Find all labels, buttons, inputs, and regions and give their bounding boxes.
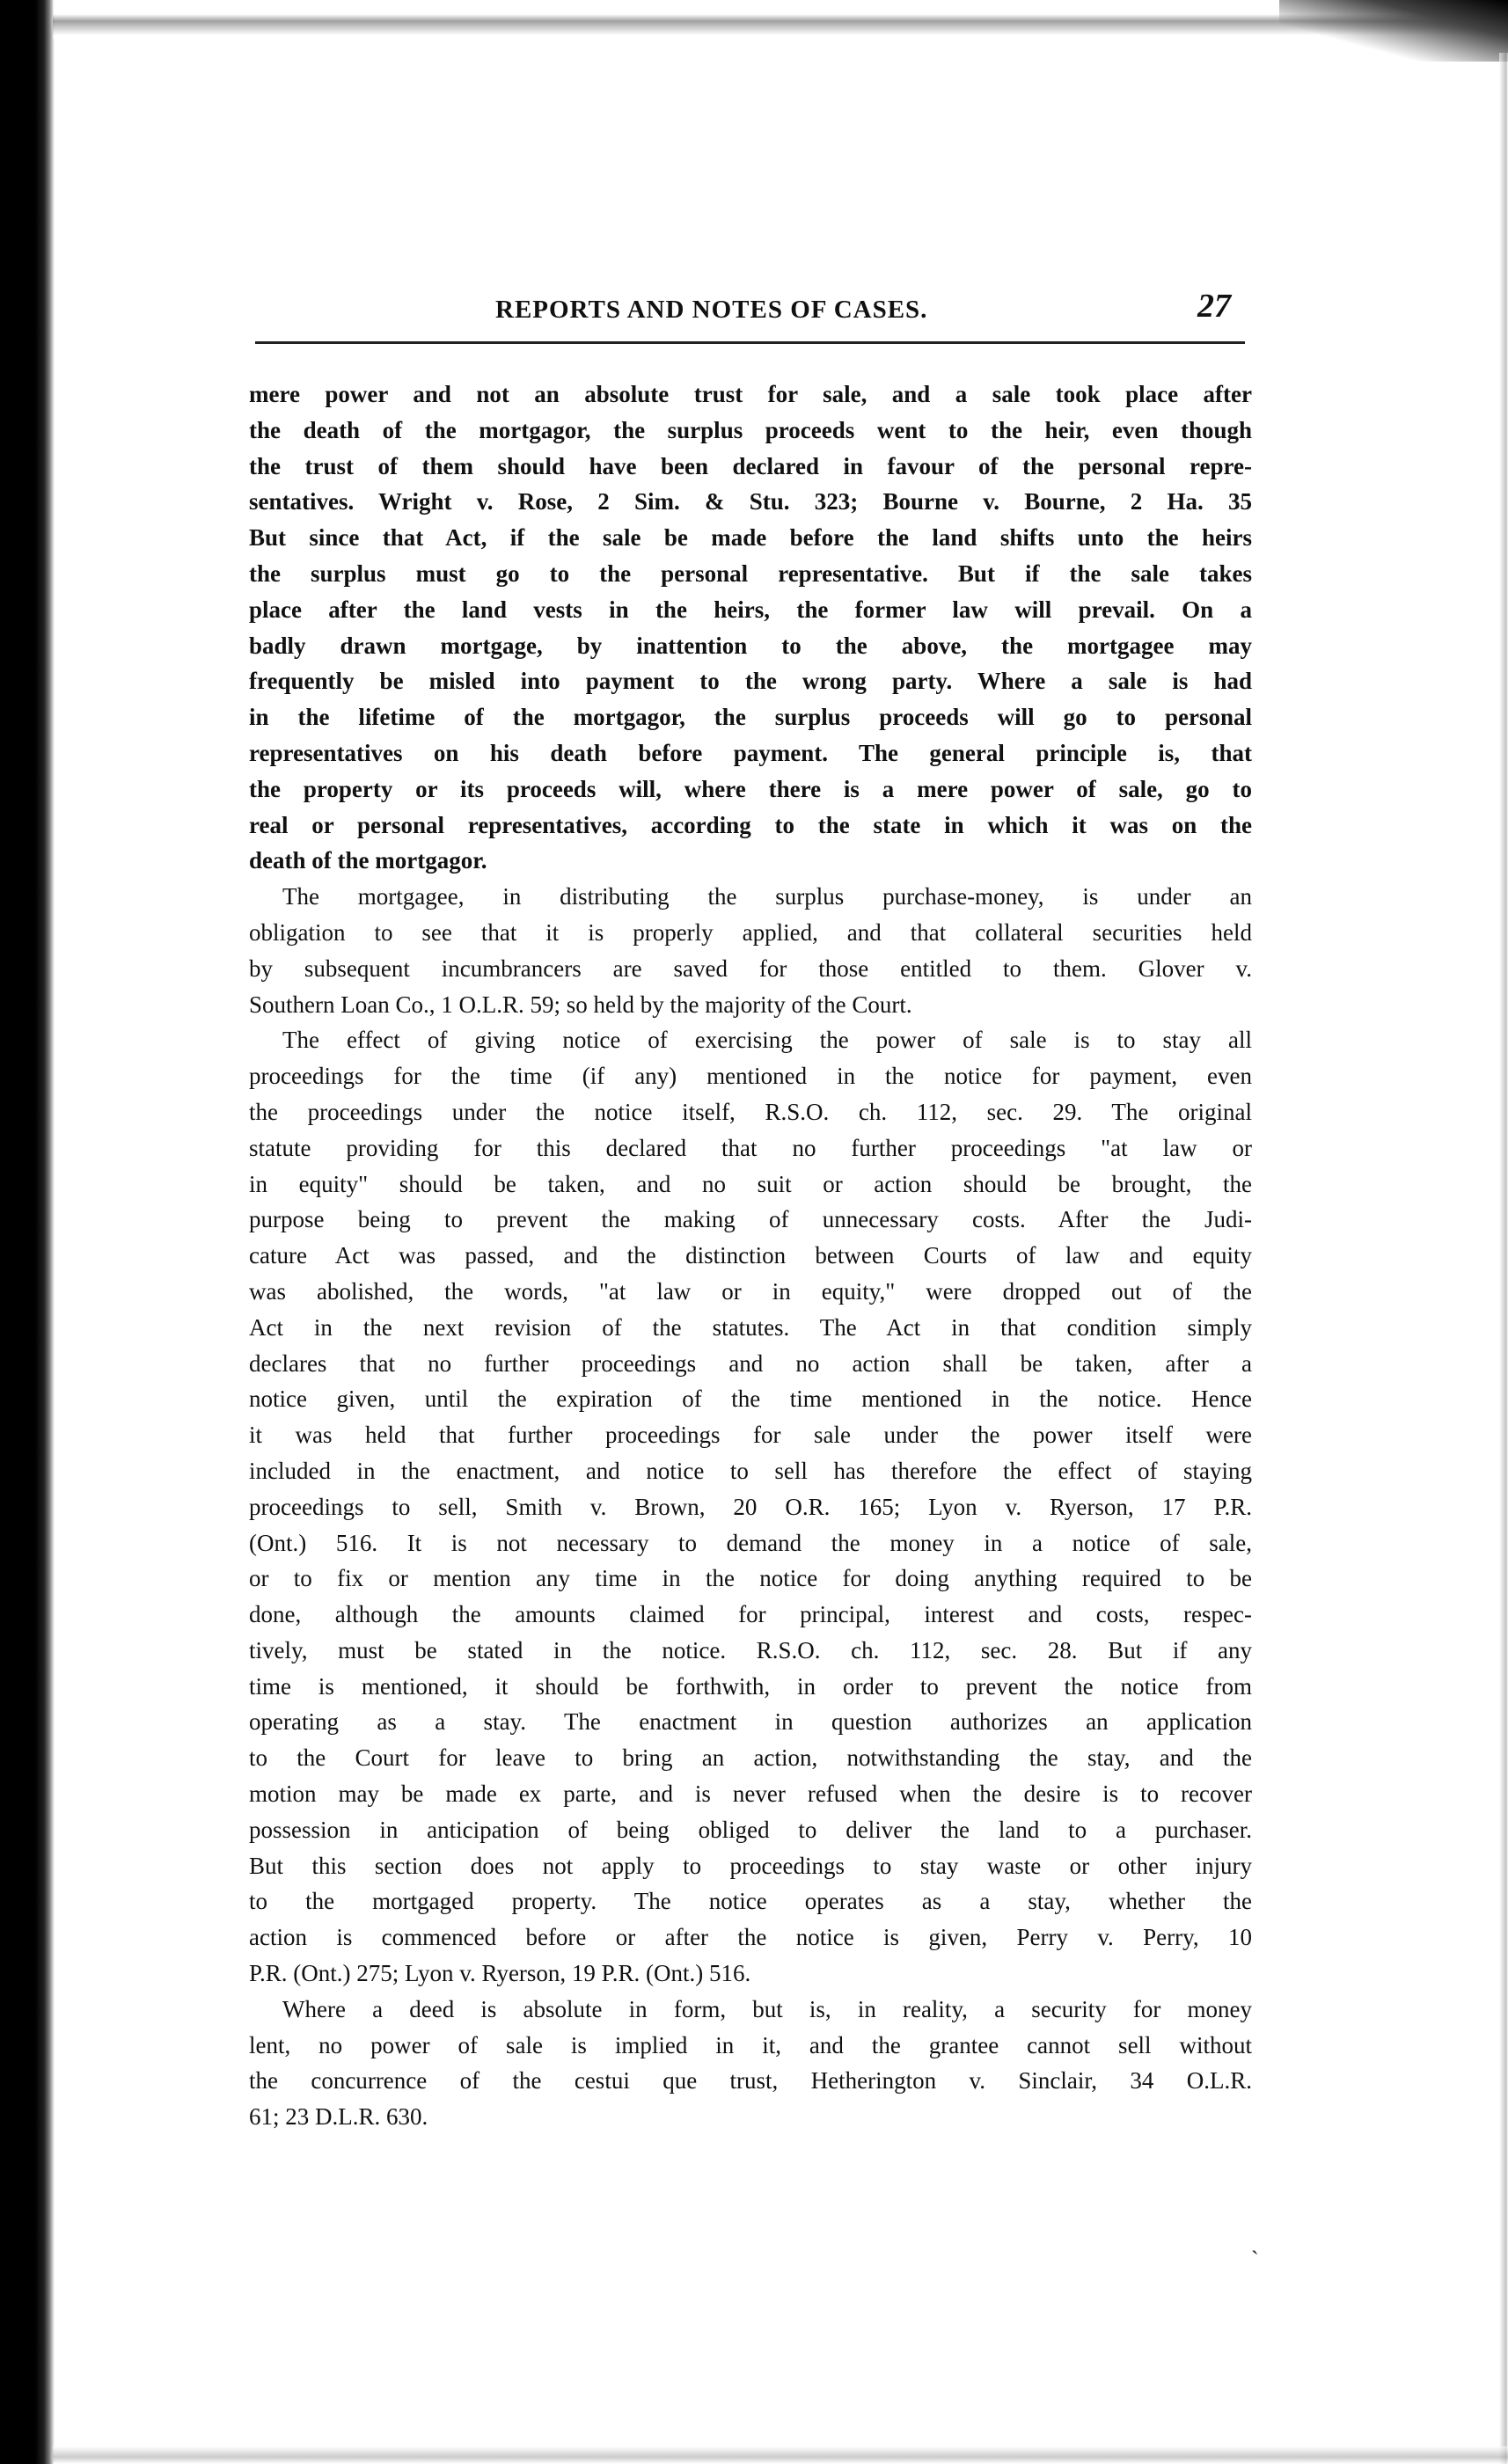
paragraph-3 (249, 1022, 1252, 1992)
text-line: frequently be misled into payment to the wrong party. Where a sale is had (249, 668, 1252, 695)
paragraph-4 (249, 1992, 1252, 2135)
text-line: obligation to see that it is properly applied, and that collateral securities held (249, 918, 1252, 946)
text-line: the concurrence of the cestui que trust, Hetherington v. Sinclair, 34 O.L.R. (249, 2067, 1252, 2095)
text-line: place after the land vests in the heirs, the former law will prevail. On a (249, 596, 1252, 623)
text-line: done, although the amounts claimed for principal, interest and costs, respec- (249, 1601, 1252, 1628)
text-line: But since that Act, if the sale be made before the land shifts unto the heirs (249, 524, 1252, 552)
scan-right-edge (1499, 53, 1508, 2464)
text-line: to the Court for leave to bring an action, notwithstanding the stay, and the (249, 1744, 1252, 1772)
text-line: sentatives. Wright v. Rose, 2 Sim. & Stu. 323; Bourne v. Bourne, 2 Ha. 35 (249, 488, 1252, 515)
text-line: Where a deed is absolute in form, but is, in reality, a security for money (282, 1995, 1252, 2022)
text-line: the proceedings under the notice itself, R.S.O. ch. 112, sec. 29. The original (249, 1098, 1252, 1125)
text-line: the death of the mortgagor, the surplus proceeds went to the heir, even though (249, 416, 1252, 443)
scan-bottom-edge (53, 2446, 1508, 2464)
text-line: real or personal representatives, according to the state in which it was on the (249, 811, 1252, 838)
paragraph-1 (249, 377, 1252, 879)
text-line: Act in the next revision of the statutes. The Act in that condition simply (249, 1313, 1252, 1341)
text-line: in the lifetime of the mortgagor, the surplus proceeds will go to personal (249, 704, 1252, 731)
text-line: P.R. (Ont.) 275; Lyon v. Ryerson, 19 P.R. (Ont.) 516. (249, 1960, 751, 1987)
text-line: the trust of them should have been declared in favour of the personal repre- (249, 452, 1252, 479)
text-line: was abolished, the words, "at law or in equity," were dropped out of the (249, 1277, 1252, 1305)
text-line: to the mortgaged property. The notice operates as a stay, whether the (249, 1888, 1252, 1915)
text-line: The mortgagee, in distributing the surplus purchase-money, is under an (282, 883, 1252, 910)
text-line: possession in anticipation of being obliged to deliver the land to a purchaser. (249, 1816, 1252, 1843)
page-number: 27 (1197, 288, 1231, 325)
text-line: purpose being to prevent the making of unnecessary costs. After the Judi- (249, 1206, 1252, 1233)
text-line: time is mentioned, it should be forthwith, in order to prevent the notice from (249, 1672, 1252, 1700)
scan-binding-edge (0, 0, 55, 2464)
text-line: motion may be made ex parte, and is never refused when the desire is to recover (249, 1780, 1252, 1808)
text-line: lent, no power of sale is implied in it, and the grantee cannot sell without (249, 2031, 1252, 2058)
text-line: or to fix or mention any time in the notice for doing anything required to be (249, 1565, 1252, 1592)
text-line: action is commenced before or after the notice is given, Perry v. Perry, 10 (249, 1924, 1252, 1951)
scan-corner-shadow (1279, 0, 1508, 62)
text-line: mere power and not an absolute trust for sale, and a sale took place after (249, 381, 1252, 407)
running-title: REPORTS AND NOTES OF CASES. (495, 296, 928, 324)
text-line: 61; 23 D.L.R. 630. (249, 2103, 428, 2131)
text-line: proceedings to sell, Smith v. Brown, 20 O.R. 165; Lyon v. Ryerson, 17 P.R. (249, 1493, 1252, 1520)
text-line: the surplus must go to the personal representative. But if the sale takes (249, 559, 1252, 587)
text-line: notice given, until the expiration of the time mentioned in the notice. Hence (249, 1386, 1252, 1413)
text-line: in equity" should be taken, and no suit or action should be brought, the (249, 1170, 1252, 1197)
text-line: included in the enactment, and notice to sell has therefore the effect of staying (249, 1457, 1252, 1484)
text-line: badly drawn mortgage, by inattention to the above, the mortgagee may (249, 632, 1252, 659)
header-rule (255, 341, 1245, 344)
running-head (249, 283, 1243, 336)
text-line: death of the mortgagor. (249, 847, 487, 874)
text-line: the property or its proceeds will, where there is a mere power of sale, go to (249, 775, 1252, 802)
text-line: tively, must be stated in the notice. R.S.O. ch. 112, sec. 28. But if any (249, 1636, 1252, 1663)
text-line: (Ont.) 516. It is not necessary to demand the money in a notice of sale, (249, 1529, 1252, 1556)
stray-mark: ` (1251, 2247, 1259, 2272)
text-line: But this section does not apply to proceedings to stay waste or other injury (249, 1852, 1252, 1879)
paragraph-2 (249, 879, 1252, 1022)
text-line: declares that no further proceedings and no action shall be taken, after a (249, 1349, 1252, 1377)
page-body (249, 377, 1252, 2135)
text-line: it was held that further proceedings for sale under the power itself were (249, 1422, 1252, 1449)
text-line: Southern Loan Co., 1 O.L.R. 59; so held by the majority of the Court. (249, 991, 912, 1018)
text-line: by subsequent incumbrancers are saved for those entitled to them. Glover v. (249, 954, 1252, 982)
text-line: proceedings for the time (if any) mentioned in the notice for payment, even (249, 1063, 1252, 1090)
text-line: The effect of giving notice of exercising the power of sale is to stay all (282, 1027, 1252, 1054)
text-line: statute providing for this declared that no further proceedings "at law or (249, 1134, 1252, 1161)
text-line: cature Act was passed, and the distinction between Courts of law and equity (249, 1242, 1252, 1269)
text-line: operating as a stay. The enactment in question authorizes an application (249, 1708, 1252, 1736)
text-line: representatives on his death before payment. The general principle is, that (249, 739, 1252, 766)
